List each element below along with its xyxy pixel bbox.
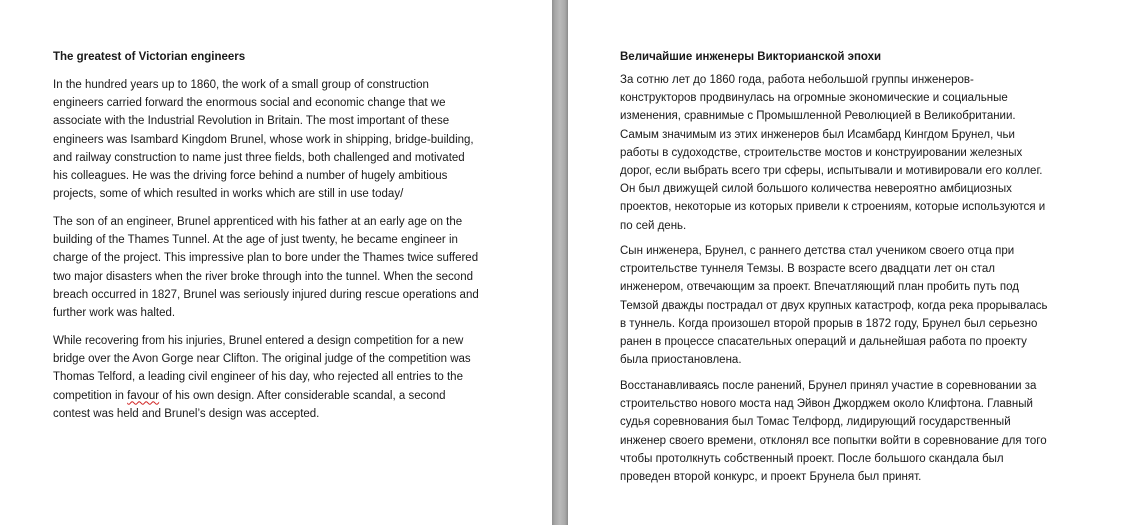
left-paragraph-1: [53, 76, 474, 203]
text-line: breach occurred in 1827, Brunel was seriously injured during rescue operations and: [53, 288, 479, 301]
right-paragraph-1: [620, 71, 1045, 235]
text-line: charge of the project. This impressive plan to bore under the Thames twice suffered: [53, 252, 479, 265]
text-line: Самым значимым из этих инженеров был Исамбард Кингдом Брунел, чьи: [620, 128, 1015, 141]
left-document-page[interactable]: [0, 0, 552, 525]
text-line: инженером, отвечающим за проект. Впечатляющий план пробить путь под: [620, 281, 1019, 294]
text-line: изменения, сравнимые с Промышленной Революцией в Великобритании.: [620, 110, 1016, 123]
text-line: engineers carried forward the enormous social and economic change that we: [53, 97, 446, 110]
text-line: associate with the Industrial Revolution in Britain. The most important of these: [53, 115, 450, 128]
text-line: Он был движущей силой большого количества невероятно амбициозных: [620, 183, 1012, 196]
text-run: competition in: [53, 389, 128, 402]
text-line: инженер своего времени, отклонял все попытки войти в соревнование для того: [620, 434, 1047, 447]
left-page-title: The greatest of Victorian engineers: [53, 51, 246, 63]
right-page-title: Величайшие инженеры Викторианской эпохи: [620, 51, 882, 63]
right-paragraph-3: [620, 377, 1047, 486]
text-line: and railway construction to name just three fields, both challenged and motivated: [53, 151, 465, 164]
text-line: ранен в процессе спасательных операций и дальнейшая работа по проекту: [620, 336, 1027, 349]
text-line: строительстве туннеля Темзы. В возрасте всего двадцати лет он стал: [620, 263, 995, 276]
text-line: Сын инженера, Брунел, с раннего детства стал учеником своего отца при: [620, 245, 1015, 257]
text-line: contest was held and Brunel’s design was accepted.: [53, 407, 320, 420]
left-paragraph-2: [53, 213, 479, 322]
text-line: The son of an engineer, Brunel apprenticed with his father at an early age on the: [53, 216, 463, 228]
text-line: Восстанавливаясь после ранений, Брунел принял участие в соревновании за: [620, 380, 1037, 392]
text-line: была приостановлена.: [620, 354, 742, 367]
text-line: дорог, если выбрать всего три сферы, испытывали и мотивировали его коллег.: [620, 165, 1043, 178]
left-paragraph-3: [53, 332, 471, 423]
text-line: конструкторов продвинулась на огромные экономические и социальные: [620, 92, 1008, 105]
text-line: чтобы протолкнуть собственный проект. После большого скандала был: [620, 452, 1004, 465]
page-divider: [552, 0, 568, 525]
right-document-page[interactable]: [568, 0, 1123, 525]
text-line: bridge over the Avon Gorge near Clifton. The original judge of the competition was: [53, 353, 471, 366]
text-line: судья соревнования был Томас Телфорд, лидирующий государственный: [620, 416, 1011, 429]
text-line: Темзой дважды пострадал от двух крупных катастроф, когда река прорывалась: [620, 299, 1048, 312]
text-line-with-spelling-flag: [53, 387, 471, 405]
text-line: his colleagues. He was the driving force behind a number of hugely ambitious: [53, 170, 448, 183]
text-line: работы в судоходстве, строительстве мостов и конструировании железных: [620, 146, 1023, 159]
text-line: engineers was Isambard Kingdom Brunel, whose work in shipping, bridge-building,: [53, 133, 474, 146]
right-paragraph-2: [620, 242, 1048, 369]
text-line: Thomas Telford, a leading civil engineer of his day, who rejected all entries to the: [53, 371, 463, 384]
misspelled-word[interactable]: favour: [127, 389, 160, 402]
text-line: In the hundred years up to 1860, the work of a small group of construction: [53, 79, 429, 91]
text-run: of his own design. After considerable scandal, a second: [159, 389, 446, 402]
text-line: While recovering from his injuries, Brunel entered a design competition for a new: [53, 335, 464, 347]
text-line: проектов, некоторые из которых привели к строениям, которые используются и: [620, 201, 1046, 214]
text-line: projects, some of which resulted in works which are still in use today/: [53, 188, 404, 201]
text-line: two major disasters when the river broke through into the tunnel. When the second: [53, 270, 473, 283]
text-line: в туннель. Когда произошел второй прорыв в 1872 году, Брунел был серьезно: [620, 317, 1038, 330]
text-line: строительство нового моста над Эйвон Джорджем около Клифтона. Главный: [620, 398, 1033, 411]
text-line: further work was halted.: [53, 307, 176, 320]
text-line: building of the Thames Tunnel. At the age of just twenty, he became engineer in: [53, 234, 458, 247]
text-line: проведен второй конкурс, и проект Брунела был принят.: [620, 471, 922, 484]
text-line: За сотню лет до 1860 года, работа небольшой группы инженеров-: [620, 74, 974, 86]
text-line: по сей день.: [620, 219, 687, 232]
